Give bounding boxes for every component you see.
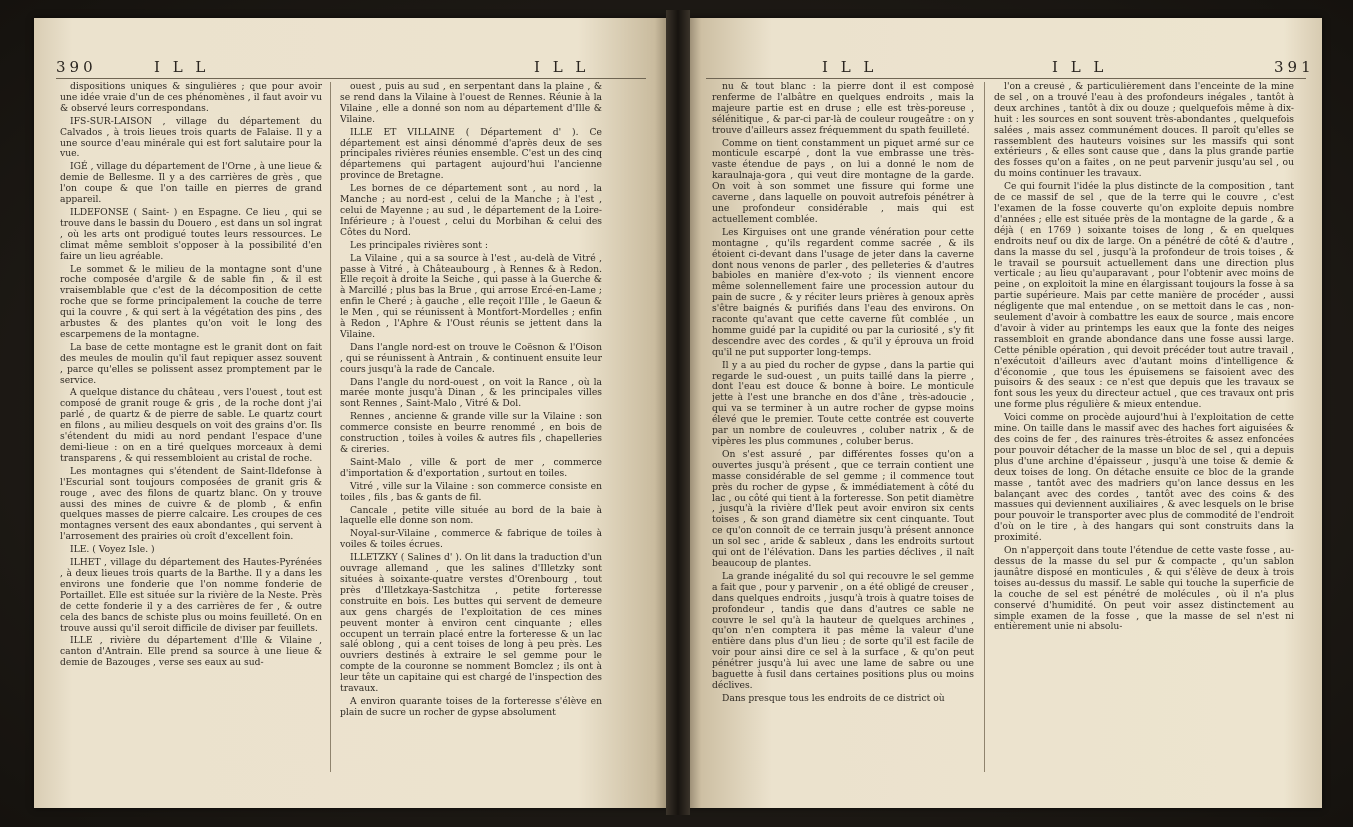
- book-gutter: [666, 10, 690, 815]
- paragraph: ILDEFONSE ( Saint- ) en Espagne. Ce lieu , qui se trouve dans le bassin du Douero , est dans un sol ingrat , où les arts ont prodigué toutes leurs ressources. Le climat même sembloit s'opposer à la possibilité d'en faire un lieu agréable.: [60, 206, 322, 262]
- paragraph: Dans presque tous les endroits de ce district où: [722, 692, 945, 704]
- paragraph: ouest , puis au sud , en serpentant dans la plaine , & se rend dans la Vilaine à l'ouest de Rennes. Réunie à la Vilaine , elle a donné son nom au département d'Ille & Vilaine.: [340, 82, 602, 125]
- left-column-2: [340, 82, 602, 772]
- right-column-divider: [984, 82, 985, 772]
- right-header-rule: [706, 78, 1306, 79]
- right-running-head-1: I L L: [822, 58, 878, 76]
- paragraph: Les bornes de ce département sont , au nord , la Manche ; au nord-est , celui de la Manche ; à l'est , celui de Mayenne ; au sud , le département de la Loire-Inférieure ; à l'ouest , celui du Morbihan & celui des Côtes du Nord.: [340, 183, 602, 238]
- left-page: [34, 18, 674, 808]
- paragraph: Dans l'angle du nord-ouest , on voit la Rance , où la marée monte jusqu'à Dinan , & les principales villes sont Rennes , Saint-Malo , Vitré & Dol.: [340, 376, 602, 410]
- paragraph: ILHET , village du département des Hautes-Pyrénées , à deux lieues trois quarts de la Barthe. Il y a dans les environs une fonderie que l'on nomme fonderie de Portaillet. Elle est située sur la rivière de la Neste. Près de cette fonderie il y a des carrières de fer , & outre cela des bancs de schiste plus ou moins feuilleté. On en trouve aussi qu'il seroit difficile de diviser par feuillets.: [60, 557, 322, 634]
- paragraph: Dans l'angle nord-est on trouve le Coësnon & l'Oison , qui se réunissent à Antrain , & continuent ensuite leur cours jusqu'à la rade de Cancale.: [340, 341, 602, 375]
- right-page: [682, 18, 1322, 808]
- paragraph: La Vilaine , qui a sa source à l'est , au-delà de Vitré , passe à Vitré , à Châteaubourg , à Rennes & à Redon. Elle reçoit à droite la Seiche , qui passe à la Guerche & à Marcillé ; plus bas la Brue , qui arrose Ercé-en-Lame ; enfin le Cheré ; à gauche , elle reçoit l'Ille , le Gaeun & le Men , qui se réunissent à Montfort-Mordelles ; enfin à Redon , l'Aphre & l'Oust réunis se jettent dans la Vilaine.: [340, 252, 602, 340]
- paragraph: Ce qui fournit l'idée la plus distincte de la composition , tant de ce massif de sel , que de la terre qui le couvre , c'est l'examen de la fosse couverte qu'on exploite depuis nombre d'années ; elle est située près de la montagne de la garde , & a déjà ( en 1769 ) soixante toises de long , & en quelques endroits neuf ou dix de large. On a pénétré de côté & d'autre , dans la masse du sel , jusqu'à la profondeur de trois toises , & le travail se poursuit actuellement dans une direction plus verticale ; au lieu qu'auparavant , pour l'obtenir avec moins de peine , on exploitoit la mine en élargissant toujours la fosse à sa partie supérieure. Mais par cette manière de procéder , aussi négligente que mal entendue , on se mettoit dans le cas , non-seulement d'avoir à combattre les eaux de source , mais encore d'avoir à vider au printemps les eaux que la fonte des neiges rassembloit en grande abondance dans une fosse aussi large. Cette pénible opération , qui devoit précéder tout autre travail , n'exécutoit d'ailleurs avec d'autant moins d'intelligence & d'économie , que tous les épuisemens se faisoient avec des puisoirs & des seaux : ce n'est que depuis que les travaux se font sous les yeux du directeur actuel , que ces travaux ont pris une forme plus régulière & mieux entendue.: [994, 181, 1294, 411]
- paragraph: l'on a creusé , & particulièrement dans l'enceinte de la mine de sel , on a trouvé l'eau à des profondeurs inégales , tantôt à deux archines , tantôt à dix ou douze ; quelquefois même à dix-huit : les sources en sont souvent très-abondantes , quelquefois salées , mais assez communément douces. Il paroît qu'elles se rassemblent des hauteurs voisines sur les massifs qui sont extérieurs , & elles sont cause que , dans la plus grande partie des fosses qu'on a faites , on ne peut parvenir jusqu'au sel , ou du moins continuer les travaux.: [994, 82, 1294, 180]
- paragraph: ILE. ( Voyez Isle. ): [70, 544, 155, 556]
- paragraph: Vitré , ville sur la Vilaine : son commerce consiste en toiles , fils , bas & gants de fil.: [340, 480, 602, 503]
- left-running-head-2: I L L: [534, 58, 590, 76]
- paragraph: On n'apperçoit dans toute l'étendue de cette vaste fosse , au-dessus de la masse du sel pur & compacte , qu'un sablon jaunâtre disposé en monticules , & qui s'élève de deux à trois toises au-dessus du massif. Le sable qui touche la superficie de la couche de sel est pénétré de molécules , où il n'a plus conservé d'humidité. On peut voir assez distinctement au simple examen de la fosse , que la masse de sel n'est ni entièrement unie ni absolu-: [994, 545, 1294, 633]
- paragraph: ILLE , rivière du département d'Ille & Vilaine , canton d'Antrain. Elle prend sa source à une lieue & demie de Bazouges , verse ses eaux au sud-: [60, 635, 322, 669]
- right-page-number: 391: [1274, 58, 1315, 76]
- paragraph: Les principales rivières sont :: [350, 239, 488, 251]
- paragraph: dispositions uniques & singulières ; que pour avoir une idée vraie d'un de ces phénomènes , il faut avoir vu & observé leurs correspondans.: [60, 82, 322, 114]
- paragraph: La base de cette montagne est le granit dont on fait des meules de moulin qu'il faut repiquer assez souvent , parce qu'elles se polissent assez promptement par le service.: [60, 341, 322, 386]
- left-column-divider: [330, 82, 331, 772]
- paragraph: Rennes , ancienne & grande ville sur la Vilaine : son commerce consiste en beurre renommé , en bois de construction , toiles à voiles & autres fils , chapelleries & cireries.: [340, 411, 602, 455]
- paragraph: nu & tout blanc : la pierre dont il est composé renferme de l'albâtre en quelques endroits , mais la majeure partie est en druse ; elle est très-poreuse , sélénitique , & par-ci par-là de couleur rougeâtre : on y trouve d'ailleurs assez fréquemment du spath feuilleté.: [712, 82, 974, 136]
- left-column-1: [60, 82, 322, 772]
- right-column-2: [994, 82, 1294, 772]
- paragraph: ILLE ET VILLAINE ( Département d' ). Ce département est ainsi dénommé d'après deux de ses principales rivières réunies ensemble. C'est un des cinq départemens qui partagent aujourd'hui l'ancienne province de Bretagne.: [340, 126, 602, 182]
- paragraph: Voici comme on procède aujourd'hui à l'exploitation de cette mine. On taille dans le massif avec des haches fort aiguisées & des coins de fer , des rainures très-étroites & assez enfoncées pour pouvoir détacher de la masse un bloc de sel , qui a depuis plus d'une archine d'épaisseur , jusqu'à une toise & demie & deux toises de long. On détache ensuite ce bloc de la grande masse , tantôt avec des madriers qu'on lance dessus en les balançant avec des cordes , tantôt avec des coins & des massues qui deviennent auxiliaires , & avec lesquels on le brise pour pouvoir le transporter avec plus de commodité de l'endroit d'où on le tire , à des hangars qui sont construits dans la proximité.: [994, 412, 1294, 544]
- paragraph: Noyal-sur-Vilaine , commerce & fabrique de toiles à voiles & toiles écrues.: [340, 528, 602, 551]
- paragraph: Les montagnes qui s'étendent de Saint-Ildefonse à l'Escurial sont toujours composées de granit gris & rouge , avec des filons de quartz blanc. On y trouve aussi des mines de cuivre & de plomb , & enfin quelques masses de pierre calcaire. Les croupes de ces montagnes versent des eaux abondantes , qui servent à l'arrosement des prairies où croît d'excellent foin.: [60, 465, 322, 543]
- paragraph: IGÉ , village du département de l'Orne , à une lieue & demie de Bellesme. Il y a des carrières de grès , que l'on coupe & que l'on taille en pierres de grand appareil.: [60, 161, 322, 206]
- paragraph: La grande inégalité du sol qui recouvre le sel gemme a fait que , pour y parvenir , on a été obligé de creuser , dans quelques endroits , jusqu'à trois à quatre toises de profondeur , tandis que dans d'autres ce sable ne couvre le sel qu'à la hauteur de quelques archines , qu'on n'en comptera it pas même la valeur d'une entière dans plus d'un lieu ; de sorte qu'il est facile de voir pour ainsi dire ce sel à la surface , & qu'on peut pénétrer jusqu'à lui avec une lame de sabre ou une baguette à fusil dans certaines positions plus ou moins déclives.: [712, 570, 974, 691]
- left-page-number: 390: [56, 58, 97, 76]
- left-running-head-1: I L L: [154, 58, 210, 76]
- paragraph: IFS-SUR-LAISON , village du département du Calvados , à trois lieues trois quarts de Falaise. Il y a une source d'eau minérale qui est fort salutaire pour la vue.: [60, 115, 322, 160]
- left-header-rule: [56, 78, 646, 79]
- paragraph: A environ quarante toises de la forteresse s'élève en plain de sucre un rocher de gypse absolument: [340, 695, 602, 718]
- right-running-head-2: I L L: [1052, 58, 1108, 76]
- paragraph: Le sommet & le milieu de la montagne sont d'une roche composée d'argile & de sable fin , & il est vraisemblable que c'est de la décomposition de cette roche que se forme principalement la couche de terre qui la couvre , & qui sert à la végétation des pins , des arbustes & des plantes qu'on voit le long des escarpemens de la montagne.: [60, 263, 322, 340]
- right-column-1: [712, 82, 974, 772]
- paragraph: Saint-Malo , ville & port de mer , commerce d'importation & d'exportation , surtout en toiles.: [340, 456, 602, 479]
- paragraph: A quelque distance du château , vers l'ouest , tout est composé de granit rouge & gris , de la roche dont j'ai parlé , de quartz & de pierre de sable. Le quartz court en filons , au milieu desquels on voit des grains d'or. Ils s'étendent du midi au nord pendant l'espace d'une demi-lieue : on en a tiré quelques morceaux à demi transparens , & qui ressembloient au cristal de roche.: [60, 387, 322, 464]
- paragraph: Comme on tient constamment un piquet armé sur ce monticule escarpé , dont la vue embrasse une très-vaste étendue de pays , on lui a donné le nom de karaulnaja-gora , qui veut dire montagne de la garde. On voit à son sommet une fissure qui forme une caverne , dans laquelle on pouvoit autrefois pénétrer à une profondeur considérable , mais qui est actuellement comblée.: [712, 137, 974, 225]
- paragraph: ILLETZKY ( Salines d' ). On lit dans la traduction d'un ouvrage allemand , que les salines d'Illetzky sont situées à soixante-quatre verstes d'Orenbourg , tout près d'Illetzkaya-Sastchitza , petite forteresse construite en bois. Les buttes qui servent de demeure aux gens chargés de l'exploitation de ces mines peuvent monter à environ cent cinquante ; elles occupent un terrain placé entre la forteresse & un lac salé oblong , qui a cent toises de long à peu près. Les ouvriers destinés à extraire le sel gemme pour le compte de la couronne se nomment Bomclez ; ils ont à leur tête un capitaine qui est chargé de l'inspection des travaux.: [340, 552, 602, 695]
- paragraph: Cancale , petite ville située au bord de la baie à laquelle elle donne son nom.: [340, 504, 602, 527]
- paragraph: Il y a au pied du rocher de gypse , dans la partie qui regarde le sud-ouest , un puits taillé dans la pierre , dont l'eau est douce & bonne à boire. Le monticule jette à l'est une branche en dos d'âne , très-adoucie , qui va se terminer à un autre rocher de gypse moins élevé que le premier. Toute cette contrée est couverte par un nombre de couleuvres , coluber natrix , & de vipères les plus communes , coluber berus.: [712, 359, 974, 447]
- paragraph: On s'est assuré , par différentes fosses qu'on a ouvertes jusqu'à présent , que ce terrain contient une masse considérable de sel gemme ; il commence tout près du rocher de gypse , & immédiatement à côté du lac , ou côté qui tient à la forteresse. Son petit diamètre , jusqu'à la rivière d'Ilek peut avoir environ six cents toises , & son grand diamètre six cent cinquante. Tout ce qu'on connoît de ce terrain jusqu'à présent annonce un sol sec , aride & sableux , dans les endroits surtout qui ont de l'élévation. Dans les parties déclives , il naît beaucoup de plantes.: [712, 448, 974, 569]
- paragraph: Les Kirguises ont une grande vénération pour cette montagne , qu'ils regardent comme sacrée , & ils étoient ci-devant dans l'usage de jeter dans la caverne dont nous venons de parler , des pelleteries & d'autres babioles en manière d'ex-voto ; ils viennent encore même solennellement faire une procession autour du pain de sucre , & y réciter leurs prières à genoux après s'être baignés & purifiés dans l'eau des environs. On raconte qu'avant que cette caverne fût comblée , un homme guidé par la cupidité ou par la curiosité , s'y fit descendre avec des cordes , & qu'il y éprouva un froid qu'il ne put supporter long-temps.: [712, 226, 974, 358]
